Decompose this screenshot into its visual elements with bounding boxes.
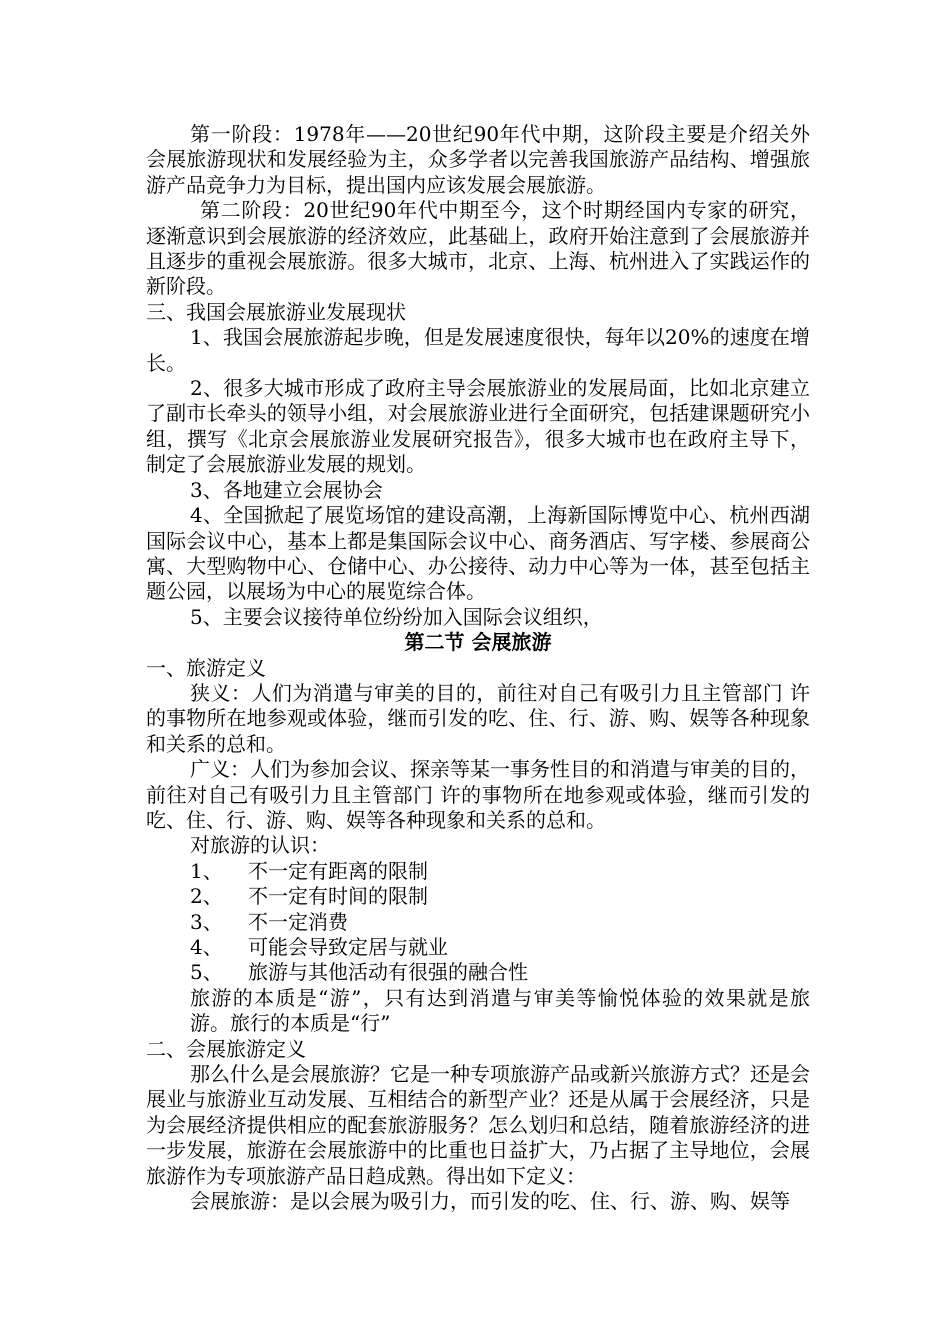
list-number: 3、 [190,909,223,934]
list-number: 5、 [190,960,223,985]
list-item [146,910,810,935]
list-item [146,960,810,985]
tourism-essence: 旅游的本质是“游”，只有达到消遣与审美等愉悦体验的效果就是旅游。旅行的本质是“行” [190,985,810,1036]
status-item-5: 5、主要会议接待单位纷纷加入国际会议组织， [190,604,603,629]
list-text: 不一定消费 [248,909,348,934]
tourism-understanding-label: 对旅游的认识： [190,833,330,858]
status-item-1: 1、我国会展旅游起步晚，但是发展速度很快，每年以20%的速度在增长。 [146,325,810,375]
list-text: 不一定有距离的限制 [248,858,428,883]
list-text: 可能会导致定居与就业 [248,935,448,959]
list-number: 2、 [190,884,223,909]
question-paragraph: 那么什么是会展旅游？它是一种专项旅游产品或新兴旅游方式？还是会展业与旅游业互动发展、互相结合的新型产业？还是从属于会展经济，只是为会展经济提供相应的配套旅游服务？怎么划归和总结，随着旅游经济的进一步发展，旅游在会展旅游中的比重也日益扩大，乃占据了主导地位，会展旅游作为专项旅游产品日趋成熟。得出如下定义： [146,1062,810,1188]
list-text: 不一定有时间的限制 [248,884,428,909]
narrow-definition: 狭义：人们为消遣与审美的目的，前往对自己有吸引力且主管部门 许的事物所在地参观或体验，继而引发的吃、住、行、游、购、娱等各种现象和关系的总和。 [146,680,810,756]
paragraph-stage-one: 第一阶段：1978年——20世纪90年代中期，这阶段主要是介绍关外会展旅游现状和发展经验为主，众多学者以完善我国旅游产品结构、增强旅游产品竞争力为目标，提出国内应该发展会展旅游。 [146,122,810,197]
section-title: 第二节 会展旅游 [404,630,552,655]
status-item-2: 2、很多大城市形成了政府主导会展旅游业的发展局面，比如北京建立了副市长牵头的领导小组，对会展旅游业进行全面研究，包括建课题研究小组，撰写《北京会展旅游业发展研究报告》，很多大城市也在政府主导下，制定了会展旅游业发展的规划。 [146,376,810,477]
status-item-4: 4、全国掀起了展览场馆的建设高潮，上海新国际博览中心、杭州西湖国际会议中心，基本上都是集国际会议中心、商务酒店、写字楼、参展商公寓、大型购物中心、仓储中心、办公接待、动力中心等为一体，甚至包括主题公园，以展场为中心的展览综合体。 [146,503,810,604]
list-item [146,859,810,884]
document-page [146,122,810,1214]
exhibition-tourism-definition: 会展旅游：是以会展为吸引力，而引发的吃、住、行、游、购、娱等 [190,1189,790,1214]
list-text: 旅游与其他活动有很强的融合性 [248,960,528,985]
heading-tourism-definition: 一、旅游定义 [146,655,266,680]
paragraph-stage-two: 第二阶段：20世纪90年代中期至今，这个时期经国内专家的研究，逐渐意识到会展旅游的经济效应，此基础上，政府开始注意到了会展旅游并且逐步的重视会展旅游。很多大城市，北京、上海、杭州进入了实践运作的新阶段。 [146,198,810,299]
broad-definition: 广义：人们为参加会议、探亲等某一事务性目的和消遣与审美的目的，前往对自己有吸引力且主管部门 许的事物所在地参观或体验，继而引发的吃、住、行、游、购、娱等各种现象和关系的总和。 [146,757,810,832]
list-number: 4、 [190,935,223,959]
list-item [146,884,810,909]
heading-exhibition-tourism-definition: 二、会展旅游定义 [146,1036,306,1061]
status-item-3: 3、各地建立会展协会 [190,477,383,502]
list-item [146,935,810,960]
list-number: 1、 [190,858,223,883]
heading-status: 三、我国会展旅游业发展现状 [146,299,406,324]
